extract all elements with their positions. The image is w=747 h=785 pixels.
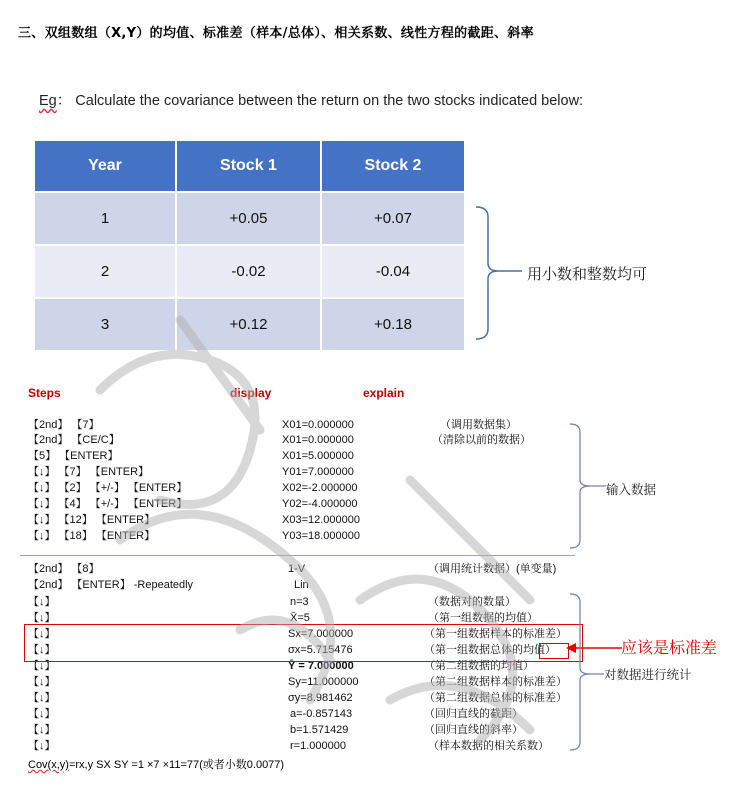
step-display: σy=8.981462 <box>288 692 353 704</box>
table-cell: +0.05 <box>176 192 321 245</box>
section-divider <box>20 555 575 556</box>
eg-label: Eg <box>39 93 57 109</box>
step-display: X01=0.000000 <box>282 419 354 431</box>
question-text <box>39 89 583 110</box>
covariance-formula <box>28 756 284 772</box>
table-row <box>35 192 464 245</box>
step-keys: 【5】 【ENTER】 <box>28 450 119 462</box>
table-cell: 2 <box>35 245 176 298</box>
step-display: X01=5.000000 <box>282 450 354 462</box>
step-display: Y01=7.000000 <box>282 466 354 478</box>
highlight-word-box <box>539 643 569 659</box>
step-keys: 【↓】 <box>28 708 56 720</box>
step-explain: （第一组数据总体的均值） <box>424 644 556 656</box>
step-explain: （第一组数据样本的标准差） <box>424 628 567 640</box>
step-display: Sx=7.000000 <box>288 628 354 640</box>
stats-label: 对数据进行统计 <box>604 667 692 682</box>
page-title: 三、双组数组（X,Y）的均值、标准差（样本/总体）、相关系数、线性方程的截距、斜率 <box>18 26 534 41</box>
explain-header: explain <box>363 386 405 400</box>
step-explain: （样本数据的相关系数） <box>428 740 549 752</box>
step-keys: 【↓】 <box>28 676 56 688</box>
step-keys: 【↓】 <box>28 628 56 640</box>
step-display: X02=-2.000000 <box>282 482 358 494</box>
step-keys: 【↓】 <box>28 740 56 752</box>
step-keys: 【↓】 【18】 【ENTER】 <box>28 530 156 542</box>
table-cell: +0.18 <box>321 298 464 350</box>
header-year: Year <box>35 141 176 192</box>
step-keys: 【2nd】 【8】 <box>28 563 100 575</box>
step-keys: 【↓】 <box>28 644 56 656</box>
step-display: X01=0.000000 <box>282 434 354 446</box>
highlight-box <box>24 624 583 662</box>
input-bracket <box>568 422 608 550</box>
formula-rest: =rx,y SX SY =1 ×7 ×11=77(或者小数0.0077) <box>68 759 285 771</box>
eg-separator: ： <box>56 93 72 109</box>
step-display: Y03=18.000000 <box>282 530 360 542</box>
table-cell: +0.07 <box>321 192 464 245</box>
table-row <box>35 298 464 350</box>
steps-header: Steps <box>28 386 61 400</box>
question-body: Calculate the covariance between the return on the two stocks indicated below: <box>71 93 584 109</box>
table-cell: 1 <box>35 192 176 245</box>
table-cell: -0.04 <box>321 245 464 298</box>
formula-cov: Cov(x,y) <box>28 759 69 771</box>
step-explain: （数据对的数量） <box>428 596 516 608</box>
step-explain: （调用数据集） <box>440 419 517 431</box>
step-explain: （第二组数据的均值） <box>424 660 534 672</box>
step-display: 1-V <box>288 563 306 575</box>
step-display: r=1.000000 <box>290 740 346 752</box>
step-keys: 【↓】 <box>28 724 56 736</box>
table-row <box>35 245 464 298</box>
step-display: a=-0.857143 <box>290 708 353 720</box>
table-cell: -0.02 <box>176 245 321 298</box>
step-display: Sy=11.000000 <box>288 676 359 688</box>
annotation-text: 应该是标准差 <box>621 638 718 657</box>
step-display: Ȳ = 7.000000 <box>288 660 354 672</box>
step-display: b=1.571429 <box>290 724 349 736</box>
step-keys: 【↓】 <box>28 596 56 608</box>
input-data-label: 输入数据 <box>606 482 657 497</box>
header-stock-1: Stock 1 <box>176 141 321 192</box>
table-header-row <box>35 141 464 192</box>
table-cell: +0.12 <box>176 298 321 350</box>
stats-bracket <box>568 592 608 752</box>
step-keys: 【2nd】 【CE/C】 <box>28 434 120 446</box>
table-bracket <box>474 205 526 341</box>
header-stock-2: Stock 2 <box>321 141 464 192</box>
step-explain: （回归直线的斜率） <box>424 724 523 736</box>
step-keys: 【2nd】 【7】 <box>28 419 100 431</box>
step-explain: （第一组数据的均值） <box>428 612 538 624</box>
step-display: Lin <box>294 579 309 591</box>
step-explain: （第二组数据总体的标准差） <box>424 692 567 704</box>
step-keys: 【↓】 <box>28 612 56 624</box>
step-keys: 【↓】 <box>28 692 56 704</box>
step-display: X03=12.000000 <box>282 514 360 526</box>
step-explain: （第二组数据样本的标准差） <box>424 676 567 688</box>
step-keys: 【2nd】 【ENTER】 -Repeatedly <box>28 579 194 591</box>
step-keys: 【↓】 【2】 【+/-】 【ENTER】 <box>28 482 188 494</box>
step-display: n=3 <box>290 596 309 608</box>
step-explain: （调用统计数据）(单变量) <box>428 563 557 575</box>
display-header: display <box>230 386 272 400</box>
step-display: X̄=5 <box>290 612 310 624</box>
step-explain: （回归直线的截距） <box>424 708 523 720</box>
table-bracket-label: 用小数和整数均可 <box>527 265 648 283</box>
step-keys: 【↓】 【4】 【+/-】 【ENTER】 <box>28 498 188 510</box>
table-cell: 3 <box>35 298 176 350</box>
step-display: Y02=-4.000000 <box>282 498 358 510</box>
step-keys: 【↓】 <box>28 660 56 672</box>
step-keys: 【↓】 【12】 【ENTER】 <box>28 514 156 526</box>
stock-returns-table <box>35 141 464 350</box>
step-keys: 【↓】 【7】 【ENTER】 <box>28 466 150 478</box>
step-display: σx=5.715476 <box>288 644 353 656</box>
step-explain: （清除以前的数据） <box>432 434 531 446</box>
